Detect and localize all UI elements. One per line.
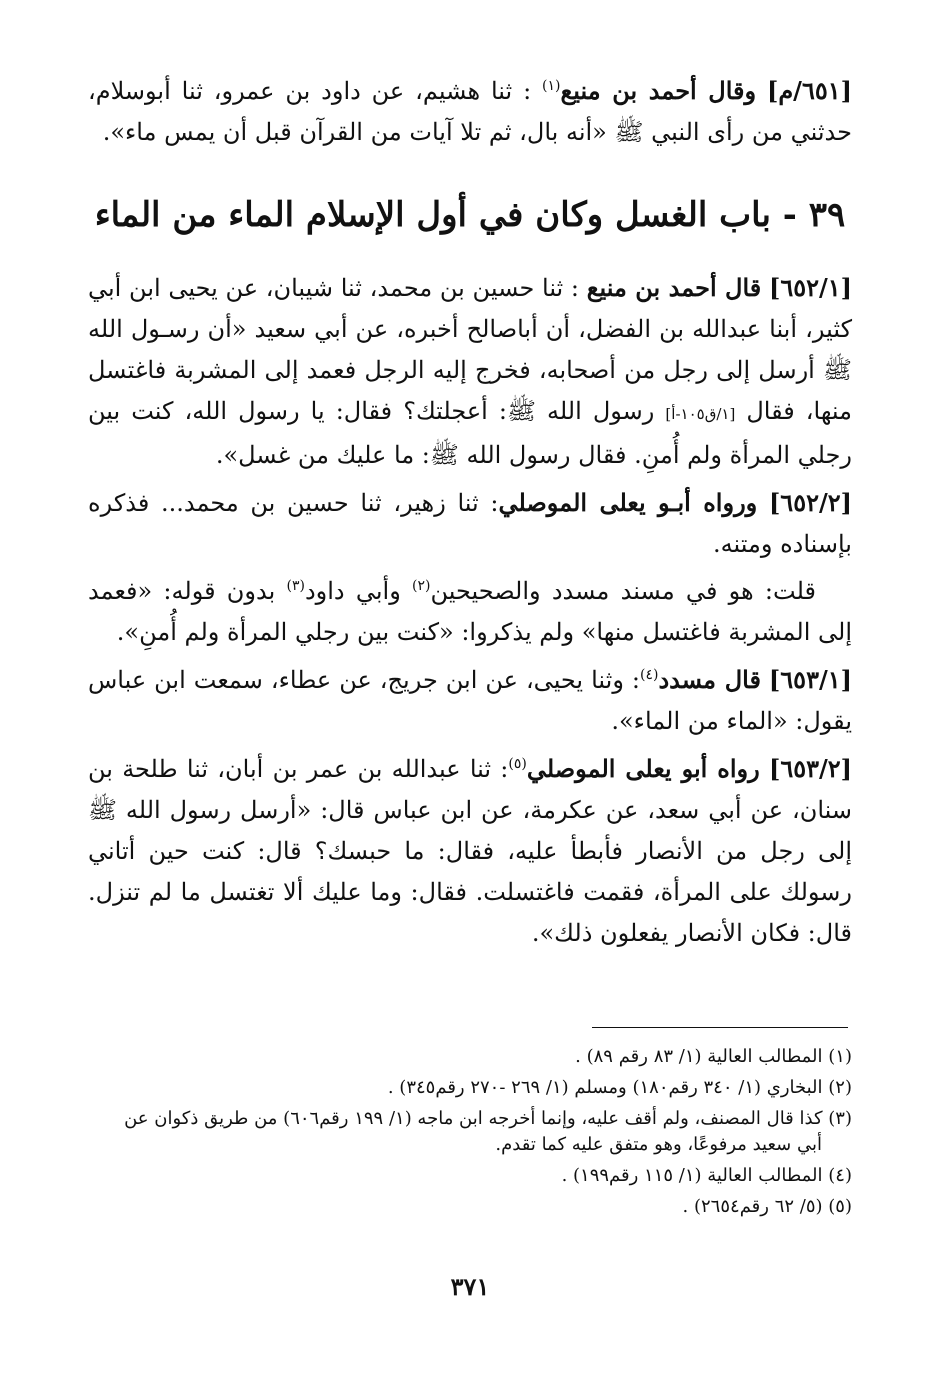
hadith-text: : ثنا زهير، ثنا حسين بن محمد... فذكره بإسناده ومتنه.: [88, 489, 852, 558]
manuscript-folio-note: [١/ق١٠٥-أ]: [665, 405, 736, 423]
hadith-text: : ثنا هشيم، عن داود بن عمرو، ثنا أبوسلام، حدثني من رأى النبي ﷺ «أنه بال، ثم تلا آيات من القرآن قبل أن يمس ماء».: [88, 77, 852, 146]
footnotes: [86, 1044, 852, 1225]
comment-text: بدون قوله: «فعمد إلى المشربة فاغتسل منها» ولم يذكروا: «كنت بين رجلي المرأة ولم أُمنِ».: [88, 577, 852, 646]
paragraph-653-2: [88, 748, 852, 954]
hadith-ref: [٦٥٢/١]: [768, 273, 853, 302]
main-text: [88, 70, 852, 960]
footnote-text-continued: أبي سعيد مرفوعًا، وهو متفق عليه كما تقدم.: [495, 1134, 822, 1155]
footnote-separator: [592, 1027, 848, 1028]
footnote-text: المطالب العالية (١/ ١١٥ رقم١٩٩) .: [561, 1165, 823, 1186]
footnote-number: (١): [828, 1046, 852, 1067]
page-number: ٣٧١: [450, 1272, 490, 1301]
narrator: وقال أحمد بن منيع: [560, 76, 757, 105]
footnote-text: المطالب العالية (١/ ٨٣ رقم ٨٩) .: [575, 1046, 823, 1067]
footnote-text: كذا قال المصنف، ولم أقف عليه، وإنما أخرجه ابن ماجه (١/ ١٩٩ رقم٦٠٦) من طريق ذكوان عن: [124, 1108, 823, 1129]
footnote-marker: (٣): [286, 578, 305, 594]
paragraph-653-1: [88, 659, 852, 742]
hadith-text-continued: رسول الله ﷺ: أعجلتك؟ فقال: يا رسول الله، كنت بين رجلي المرأة ولم أُمنِ. فقال رسول الله ﷺ: ما عليك من غسل».: [88, 397, 852, 469]
author-comment: [88, 571, 852, 653]
hadith-ref: [٦٥١/م]: [766, 76, 852, 105]
footnote-number: (٤): [828, 1165, 852, 1186]
narrator: قال مسدد: [658, 665, 761, 694]
footnote-item: [86, 1106, 852, 1158]
footnote-number: (٣): [828, 1108, 852, 1129]
footnote-number: (٥): [828, 1196, 852, 1217]
footnote-marker: (٢): [412, 578, 431, 594]
paragraph-651: [88, 70, 852, 153]
narrator: رواه أبو يعلى الموصلي: [526, 754, 760, 783]
footnote-number: (٢): [828, 1077, 852, 1098]
footnote-item: [86, 1075, 852, 1101]
hadith-ref: [٦٥٢/٢]: [768, 488, 852, 517]
comment-text: قلت: هو في مسند مسدد والصحيحين: [430, 577, 816, 605]
footnote-text: البخاري (١/ ٣٤٠ رقم١٨٠) ومسلم (١/ ٢٦٩ -٢٧٠ رقم٣٤٥) .: [387, 1077, 823, 1098]
footnote-marker: (٥): [508, 756, 527, 772]
comment-text: وأبي داود: [304, 577, 413, 605]
hadith-text: : ثنا عبدالله بن عمر بن أبان، ثنا طلحة بن سنان، عن أبي سعد، عن عكرمة، عن ابن عباس قال: «أرسل رسول الله ﷺ إلى رجل من الأنصار فأبطأ عليه، فقال: ما حبسك؟ قال: كنت حين أتاني رسولك على المرأة، فقمت فاغتسلت. فقال: وما عليك ألا تغتسل ما لم تنزل. قال: فكان الأنصار يفعلون ذلك».: [88, 755, 852, 947]
chapter-heading: ٣٩ - باب الغسل وكان في أول الإسلام الماء من الماء: [94, 195, 846, 235]
paragraph-652-2: [88, 482, 852, 565]
hadith-ref: [٦٥٣/١]: [768, 665, 852, 694]
hadith-ref: [٦٥٣/٢]: [768, 754, 852, 783]
footnote-item: [86, 1194, 852, 1220]
footnote-text: (٥/ ٦٢ رقم٢٦٥٤) .: [682, 1196, 823, 1217]
narrator: ورواه أبـو يعلى الموصلي: [498, 488, 758, 517]
hadith-text: : ثنا حسين بن محمد، ثنا شيبان، عن يحيى ابن أبي كثير، أبنا عبدالله بن الفضل، أن أباصالح أخبره، عن أبي سعيد «أن رسـول الله ﷺ أرسل إلى رجل من أصحابه، فخرج إليه الرجل فعمد إلى المشربة فاغتسل منها، فقال: [88, 274, 853, 425]
hadith-text: : وثنا يحيى، عن ابن جريج، عن عطاء، سمعت ابن عباس يقول: «الماء من الماء».: [88, 666, 852, 735]
footnote-item: [86, 1163, 852, 1189]
footnote-marker: (١): [542, 78, 561, 94]
footnote-marker: (٤): [639, 667, 659, 683]
footnote-item: [86, 1044, 852, 1070]
narrator: قال أحمد بن منيع: [586, 273, 762, 302]
paragraph-652-1: [88, 267, 852, 476]
